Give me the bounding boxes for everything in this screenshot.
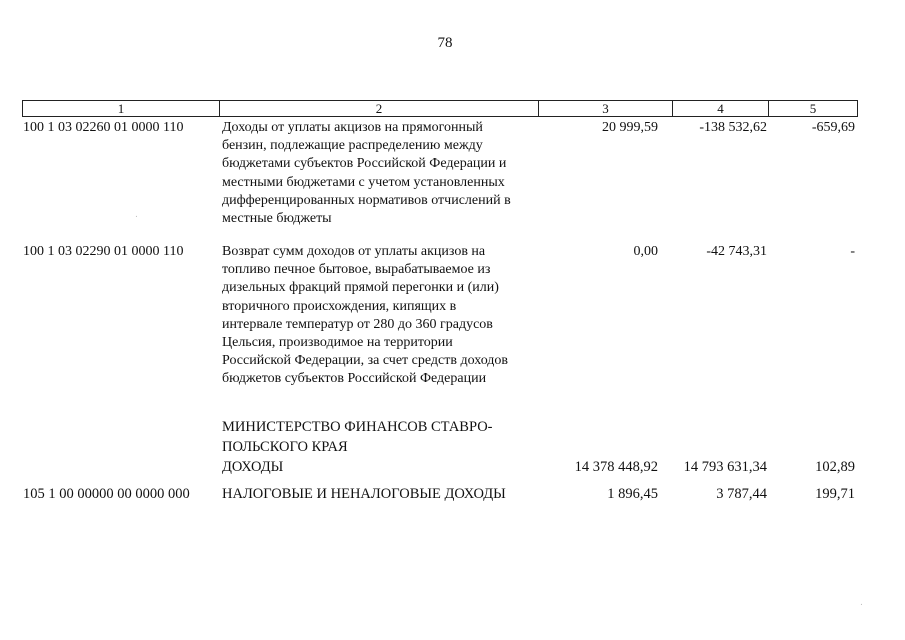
- row-value-col4: -138 532,62: [699, 120, 767, 135]
- row-value-col3: 20 999,59: [602, 120, 658, 135]
- row-code: 100 1 03 02260 01 0000 110: [23, 120, 184, 135]
- column-header-3: 3: [539, 101, 673, 116]
- description-line: НАЛОГОВЫЕ И НЕНАЛОГОВЫЕ ДОХОДЫ: [222, 486, 506, 502]
- column-header-4: 4: [673, 101, 769, 116]
- row-code: 100 1 03 02290 01 0000 110: [23, 244, 184, 259]
- row-description: [222, 417, 542, 477]
- row-value-col3: 0,00: [633, 244, 658, 259]
- description-line: местными бюджетами с учетом установленных: [222, 174, 505, 190]
- row-value-col4: 14 793 631,34: [683, 459, 767, 475]
- page-number: 78: [437, 35, 453, 51]
- description-line: бюджетов субъектов Российской Федерации: [222, 371, 487, 387]
- description-line: бензин, подлежащие распределению между: [222, 138, 483, 154]
- description-line: топливо печное бытовое, вырабатываемое из: [222, 262, 491, 278]
- description-line: ДОХОДЫ: [222, 459, 284, 475]
- row-value-col5: -: [850, 244, 855, 259]
- description-line: дифференцированных нормативов отчислений в: [222, 192, 511, 208]
- table-row: [0, 243, 905, 393]
- description-line: Возврат сумм доходов от уплаты акцизов на: [222, 244, 486, 259]
- row-description: [222, 119, 542, 228]
- scan-speck: .: [135, 210, 138, 220]
- scan-speck: .: [860, 598, 863, 608]
- description-line: местные бюджеты: [222, 211, 332, 227]
- description-line: Доходы от уплаты акцизов на прямогонный: [222, 120, 483, 135]
- description-line: Российской Федерации, за счет средств доходов: [222, 353, 509, 369]
- description-line: бюджетами субъектов Российской Федерации и: [222, 156, 507, 172]
- description-line: вторичного происхождения, кипящих в: [222, 298, 457, 314]
- description-line: ПОЛЬСКОГО КРАЯ: [222, 439, 348, 455]
- table-header-row: [22, 100, 858, 117]
- row-description: [222, 484, 542, 504]
- description-line: интервале температур от 280 до 360 градусов: [222, 316, 493, 332]
- row-value-col5: 102,89: [815, 459, 855, 475]
- column-header-2: 2: [220, 101, 539, 116]
- description-line: дизельных фракций прямой перегонки и (или): [222, 280, 499, 296]
- table-row: [0, 484, 905, 504]
- row-value-col4: -42 743,31: [706, 244, 767, 259]
- row-value-col5: 199,71: [815, 486, 855, 502]
- column-header-1: 1: [23, 101, 220, 116]
- row-description: [222, 243, 542, 389]
- description-line: МИНИСТЕРСТВО ФИНАНСОВ СТАВРО-: [222, 419, 493, 435]
- row-code: 105 1 00 00000 00 0000 000: [23, 486, 190, 502]
- table-row: [0, 417, 905, 477]
- column-header-5: 5: [809, 101, 817, 116]
- description-line: Цельсия, производимое на территории: [222, 335, 453, 351]
- row-value-col3: 14 378 448,92: [574, 459, 658, 475]
- row-value-col4: 3 787,44: [716, 486, 767, 502]
- row-value-col5: -659,69: [811, 120, 855, 135]
- row-value-col3: 1 896,45: [607, 486, 658, 502]
